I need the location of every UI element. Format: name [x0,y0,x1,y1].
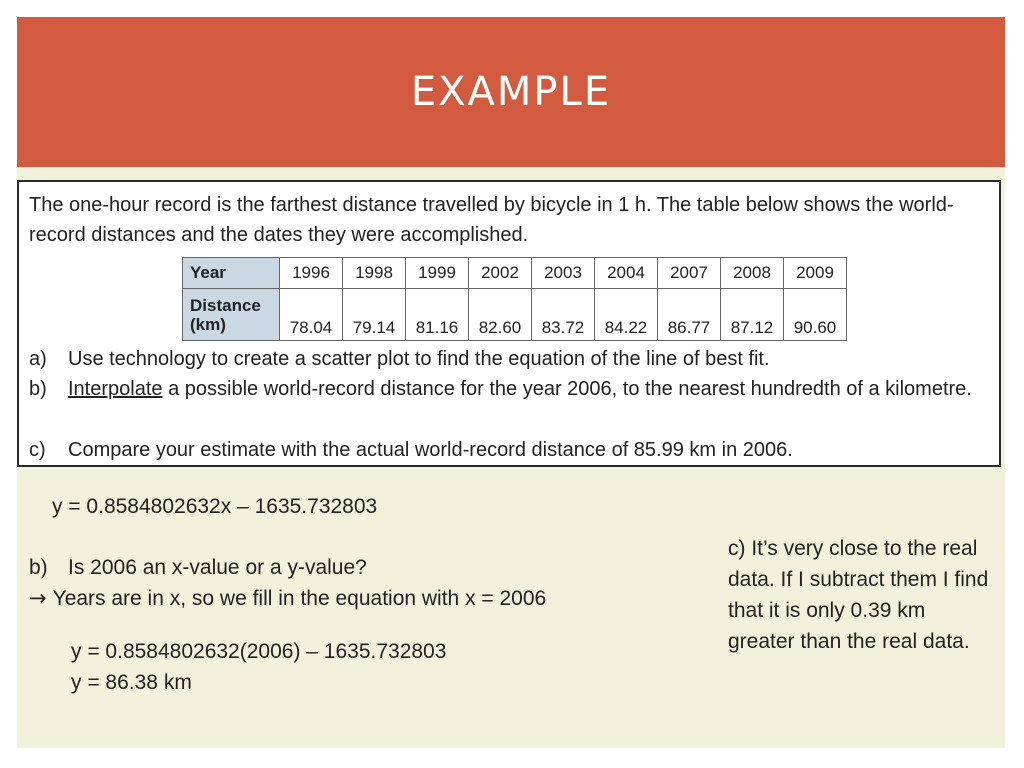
distance-cell: 83.72 [532,289,595,341]
year-cell: 1999 [406,258,469,289]
year-cell: 2009 [784,258,847,289]
distance-row [183,289,847,341]
year-cell: 2003 [532,258,595,289]
distance-cell: 84.22 [595,289,658,341]
distance-cell: 86.77 [658,289,721,341]
year-cell: 1998 [343,258,406,289]
problem-intro: The one-hour record is the farthest distance travelled by bicycle in 1 h. The table below shows the world-record distances and the dates they were accomplished. [29,194,954,246]
result-line: y = 86.38 km [71,671,192,694]
question-b-label: b) [29,378,47,400]
question-c-label: c) [29,439,46,461]
slide-title: EXAMPLE [410,69,612,115]
distance-cell: 81.16 [406,289,469,341]
solution-b-text: Is 2006 an x-value or a y-value? [68,556,367,579]
question-b-text-block [68,374,988,404]
interpolate-term: Interpolate [68,378,163,400]
distance-header-line1: Distance [190,295,261,315]
solution-arrow-line [29,583,546,614]
distance-header [183,289,280,341]
question-c-text: Compare your estimate with the actual world-record distance of 85.99 km in 2006. [68,439,793,461]
year-cell: 2004 [595,258,658,289]
problem-box [17,180,1001,467]
substitution-line: y = 0.8584802632(2006) – 1635.732803 [71,640,447,663]
year-cell: 2007 [658,258,721,289]
distance-header-line2: (km) [190,314,226,334]
distance-cell: 87.12 [721,289,784,341]
question-b-text: a possible world-record distance for the year 2006, to the nearest hundredth of a kilometre. [162,378,972,400]
year-header: Year [183,258,280,289]
year-cell: 1996 [280,258,343,289]
distance-cell: 82.60 [469,289,532,341]
distance-cell: 79.14 [343,289,406,341]
year-cell: 2008 [721,258,784,289]
solution-b-label: b) [29,556,48,579]
year-row [183,258,847,289]
solution-arrow-text: Years are in x, so we fill in the equation with x = 2006 [52,587,547,610]
solution-c-note: c) It’s very close to the real data. If I subtract them I find that it is only 0.39 km greater than the real data. [728,537,989,653]
title-band [17,17,1005,167]
right-arrow-icon: → [29,586,47,610]
question-a-text: Use technology to create a scatter plot to find the equation of the line of best fit. [68,348,770,370]
year-cell: 2002 [469,258,532,289]
best-fit-equation: y = 0.8584802632x – 1635.732803 [52,495,378,518]
record-table [182,257,847,341]
question-a-label: a) [29,348,47,370]
distance-cell: 78.04 [280,289,343,341]
distance-cell: 90.60 [784,289,847,341]
